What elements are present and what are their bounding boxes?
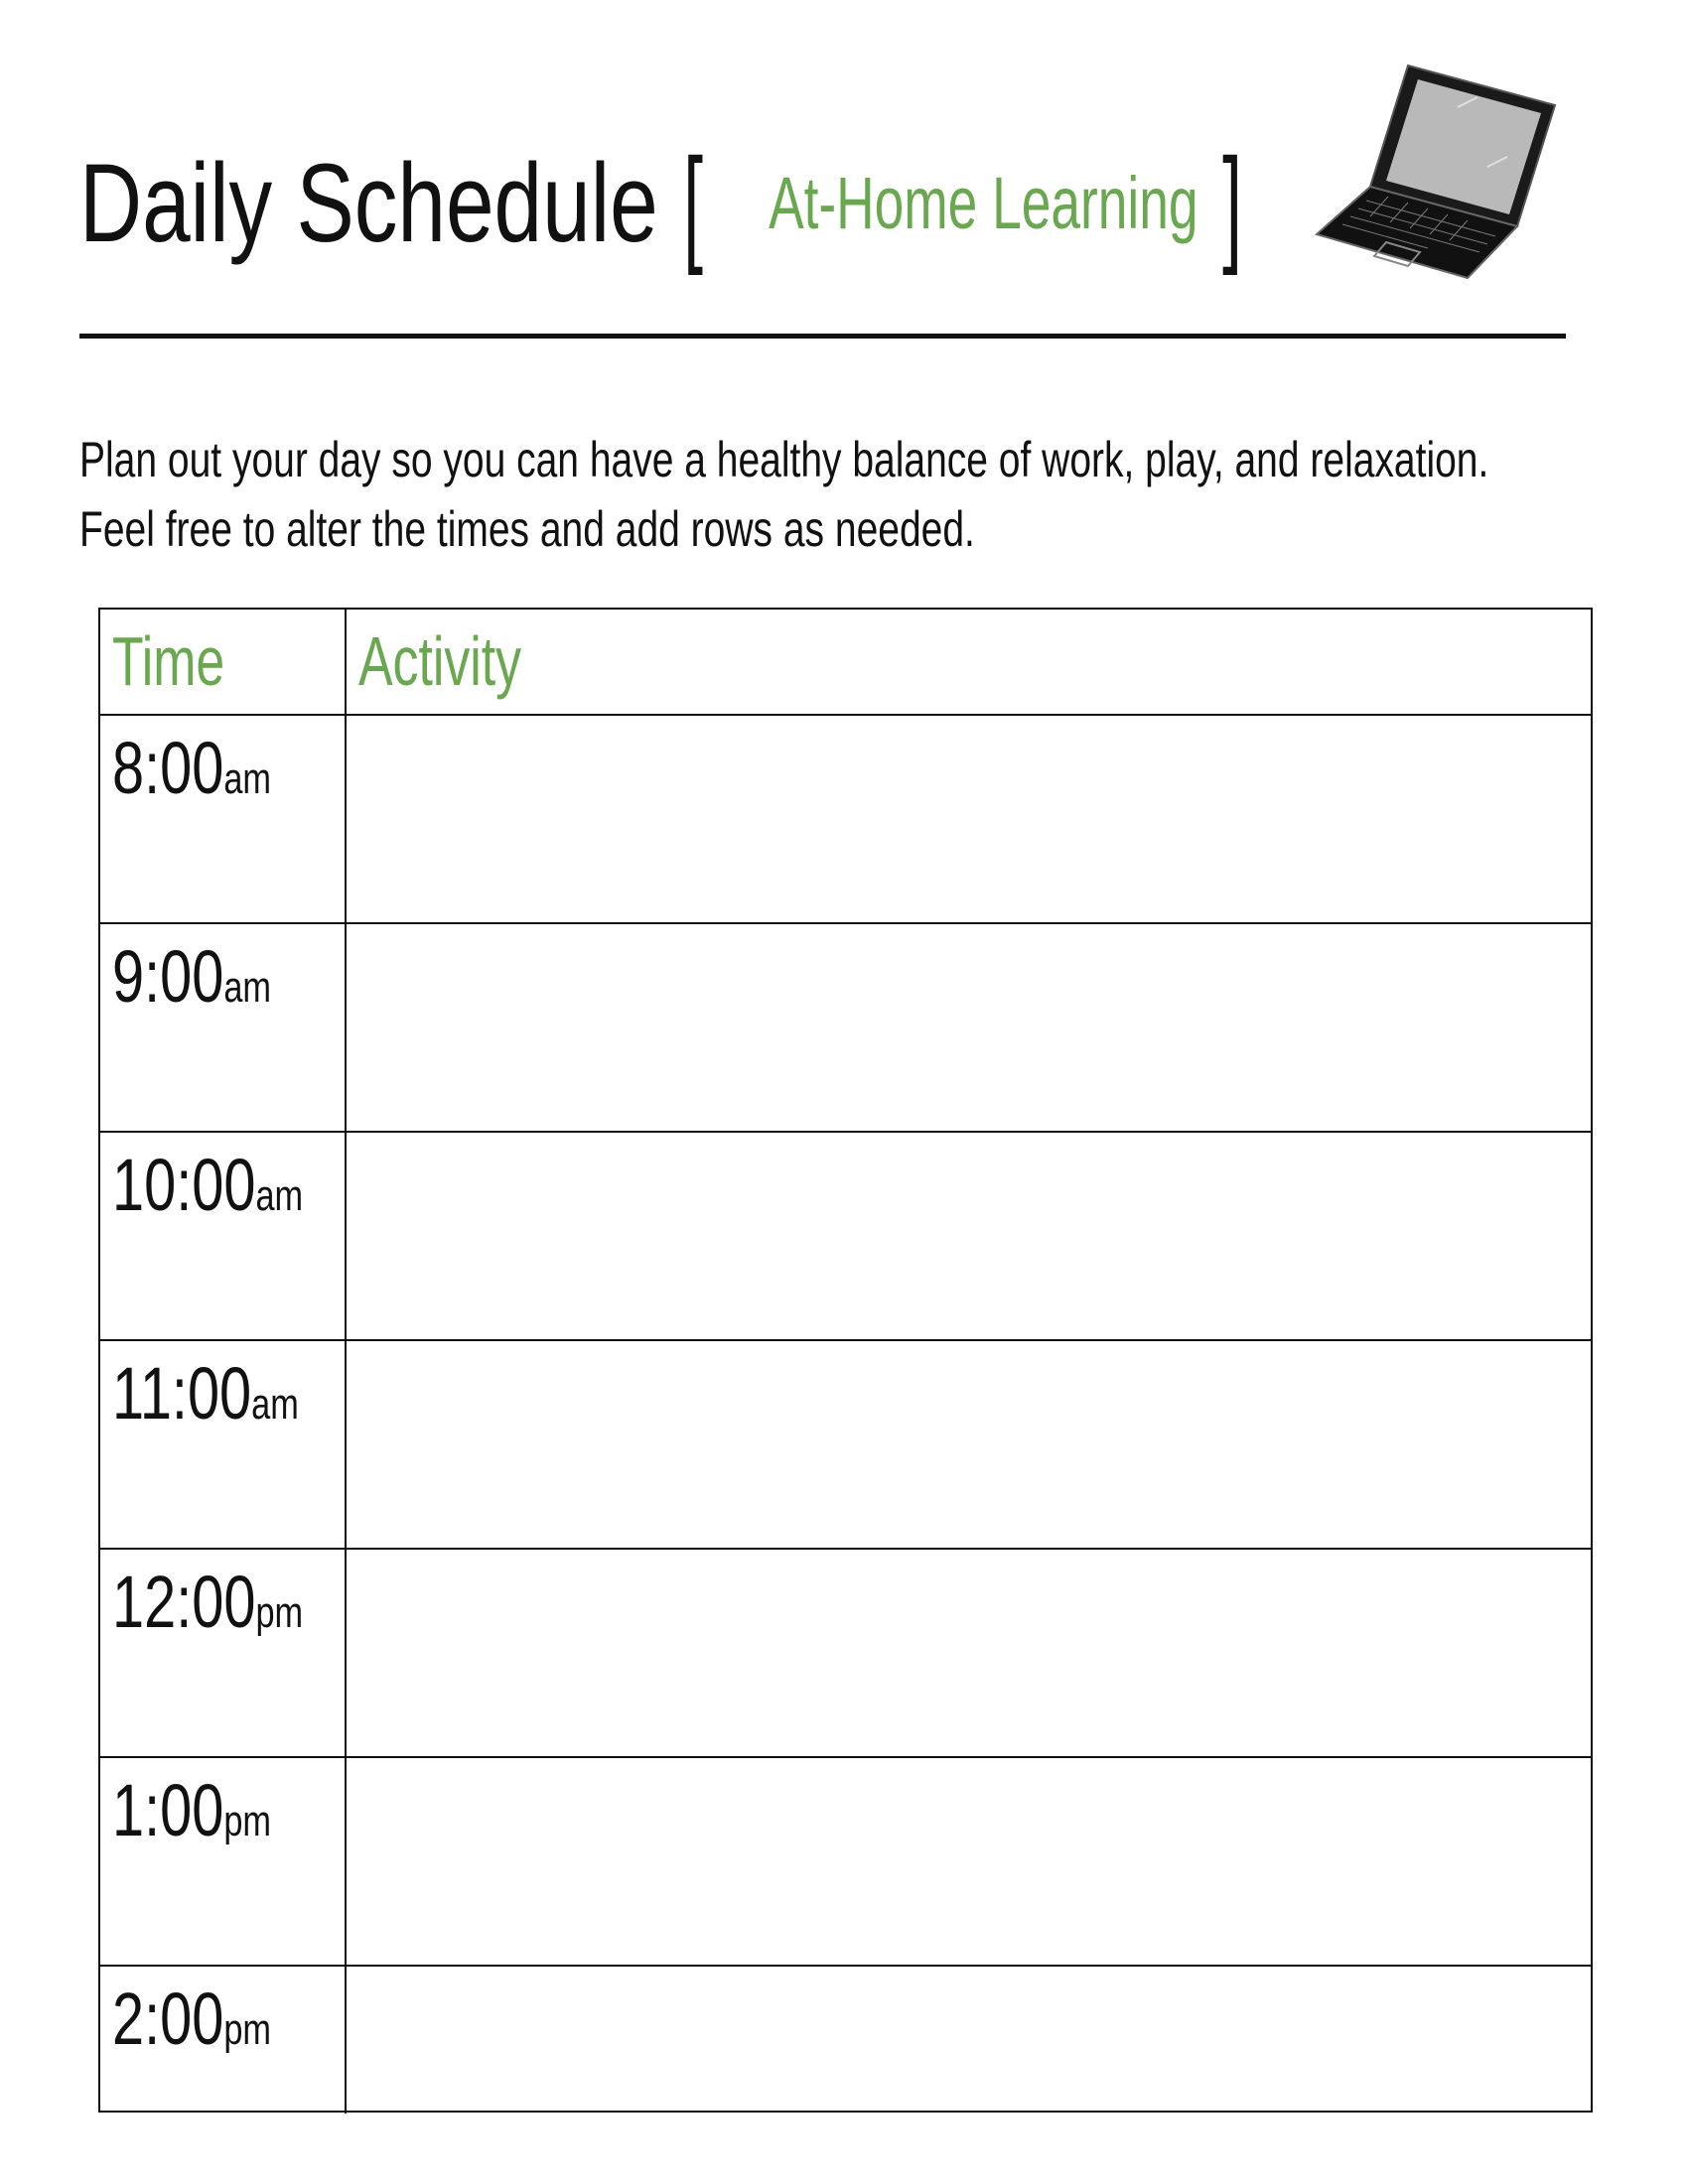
table-header-row: [100, 610, 1591, 716]
time-suffix: pm: [255, 1588, 304, 1637]
activity-cell[interactable]: [347, 1758, 1591, 1965]
table-row: [100, 716, 1591, 924]
header-activity-label: Activity: [358, 622, 522, 700]
time-value: 1:00: [112, 1769, 224, 1851]
time-value: 8:00: [112, 727, 224, 809]
page-title-text: Daily Schedule: [79, 141, 658, 265]
header-time-cell: [100, 610, 347, 714]
time-label: [112, 1766, 271, 1855]
activity-cell[interactable]: [347, 1341, 1591, 1548]
activity-cell[interactable]: [347, 716, 1591, 922]
time-label: [112, 1141, 303, 1230]
time-cell: [100, 1133, 347, 1339]
subtitle-text: At-Home Learning: [769, 162, 1198, 244]
table-row: [100, 1550, 1591, 1758]
header-activity-cell: [347, 610, 1591, 714]
time-label: [112, 1558, 303, 1647]
time-label: [112, 1975, 271, 2064]
activity-cell[interactable]: [347, 1967, 1591, 2114]
time-suffix: pm: [223, 1797, 272, 1845]
time-value: 9:00: [112, 935, 224, 1018]
time-cell: [100, 716, 347, 922]
time-label: [112, 1349, 299, 1438]
activity-cell[interactable]: [347, 1550, 1591, 1756]
table-row: [100, 1341, 1591, 1550]
activity-cell[interactable]: [347, 1133, 1591, 1339]
subtitle-bracket-open: [: [683, 131, 703, 276]
time-suffix: am: [255, 1171, 304, 1220]
time-value: 12:00: [112, 1561, 256, 1643]
time-label: [112, 724, 271, 813]
intro-line-2: Feel free to alter the times and add rows as needed.: [79, 501, 975, 557]
time-cell: [100, 924, 347, 1131]
schedule-table: [98, 608, 1593, 2113]
subtitle-bracket-close: ]: [1221, 131, 1242, 276]
table-row: [100, 924, 1591, 1133]
table-row: [100, 1133, 1591, 1341]
time-suffix: am: [251, 1380, 299, 1429]
table-row: [100, 1758, 1591, 1967]
time-value: 2:00: [112, 1978, 224, 2060]
table-row: [100, 1967, 1591, 2114]
page-subtitle: [675, 119, 1250, 288]
time-cell: [100, 1550, 347, 1756]
time-suffix: am: [223, 963, 272, 1012]
time-label: [112, 932, 271, 1022]
time-value: 10:00: [112, 1144, 256, 1226]
header-divider: [79, 334, 1566, 339]
time-suffix: am: [223, 754, 272, 803]
header-time-label: Time: [112, 622, 225, 700]
intro-line-1: Plan out your day so you can have a healthy balance of work, play, and relaxation.: [79, 432, 1489, 487]
time-cell: [100, 1341, 347, 1548]
time-cell: [100, 1967, 347, 2114]
activity-cell[interactable]: [347, 924, 1591, 1131]
time-suffix: pm: [223, 2005, 272, 2054]
laptop-icon: [1309, 58, 1557, 286]
time-cell: [100, 1758, 347, 1965]
intro-text: [79, 425, 1628, 564]
time-value: 11:00: [112, 1352, 252, 1434]
